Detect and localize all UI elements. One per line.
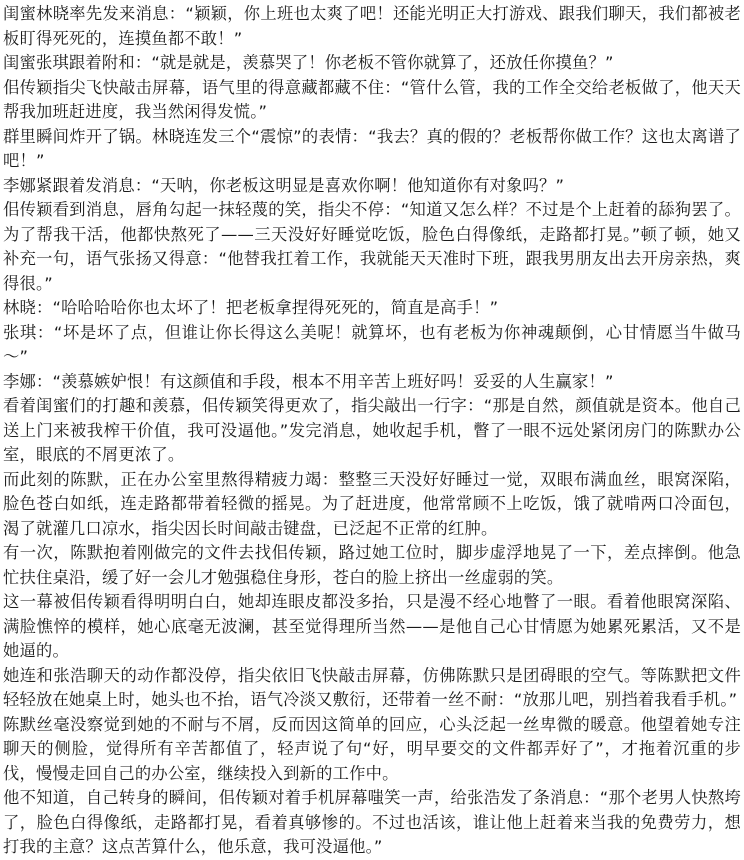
paragraph-15: 陈默丝毫没察觉到她的不耐与不屑，反而因这简单的回应，心头泛起一丝卑微的暖意。他望着她专注聊天的侧脸，觉得所有辛苦都值了，轻声说了句“好，明早要交的文件都弄好了”，才拖着沉重的步伐，慢慢走回自己的办公室，继续投入到新的工作中。 <box>3 714 741 783</box>
paragraph-13: 这一幕被佀传颖看得明明白白，她却连眼皮都没多抬，只是漫不经心地瞥了一眼。看着他眼窝深陷、满脸憔悴的模样，她心底毫无波澜，甚至觉得理所当然——是他自己心甘情愿为她累死累活，又不是她逼的。 <box>3 592 741 660</box>
paragraph-16: 他不知道，自己转身的瞬间，佀传颖对着手机屏幕嗤笑一声，给张浩发了条消息：“那个老男人快熬垮了，脸色白得像纸，走路都打晃，看着真够惨的。不过也活该，谁让他上赶着来当我的免费劳力，想打我的主意？这点苦算什么，他乐意，我可没逼他。” <box>3 788 741 856</box>
paragraph-12: 有一次，陈默抱着刚做完的文件去找佀传颖，路过她工位时，脚步虚浮地晃了一下，差点摔倒。他急忙扶住桌沿，缓了好一会儿才勉强稳住身形，苍白的脸上挤出一丝虚弱的笑。 <box>3 543 741 587</box>
paragraph-2: 闺蜜张琪跟着附和：“就是就是，羡慕哭了！你老板不管你就算了，还放任你摸鱼？” <box>3 53 614 72</box>
paragraph-8: 张琪：“坏是坏了点，但谁让你长得这么美呢！就算坏，也有老板为你神魂颠倒，心甘情愿当牛做马～” <box>3 322 741 366</box>
paragraph-11: 而此刻的陈默，正在办公室里熬得精疲力竭：整整三天没好好睡过一觉，双眼布满血丝，眼窝深陷，脸色苍白如纸，连走路都带着轻微的摇晃。为了赶进度，他常常顾不上吃饭，饿了就啃两口冷面包，渴了就灌几口凉水，指尖因长时间敲击键盘，已泛起不正常的红肿。 <box>3 469 741 538</box>
paragraph-10: 看着闺蜜们的打趣和羡慕，佀传颖笑得更欢了，指尖敲出一行字：“那是自然，颜值就是资本。他自己送上门来被我榨干价值，我可没逼他。”发完消息，她收起手机，瞥了一眼不远处紧闭房门的陈默办公室，眼底的不屑更浓了。 <box>3 396 741 464</box>
paragraph-9: 李娜：“羡慕嫉妒恨！有这颜值和手段，根本不用辛苦上班好吗！妥妥的人生赢家！” <box>3 371 614 391</box>
paragraph-4: 群里瞬间炸开了锅。林晓连发三个“震惊”的表情：“我去？真的假的？老板帮你做工作？这也太离谱了吧！” <box>3 126 741 170</box>
paragraph-6: 佀传颖看到消息，唇角勾起一抹轻蔑的笑，指尖不停：“知道又怎么样？不过是个上赶着的舔狗罢了。为了帮我干活，他都快熬死了——三天没好好睡觉吃饭，脸色白得像纸，走路都打晃。”顿了顿，她又补充一句，语气张扬又得意：“他替我扛着工作，我就能天天准时下班，跟我男朋友出去开房亲热，爽得很。” <box>3 200 741 293</box>
paragraph-3: 佀传颖指尖飞快敲击屏幕，语气里的得意藏都藏不住：“管什么管，我的工作全交给老板做了，他天天帮我加班赶进度，我当然闲得发慌。” <box>3 77 741 121</box>
paragraph-7: 林晓：“哈哈哈哈你也太坏了！把老板拿捏得死死的，简直是高手！” <box>3 298 499 317</box>
paragraph-14: 她连和张浩聊天的动作都没停，指尖依旧飞快敲击屏幕，仿佛陈默只是团碍眼的空气。等陈默把文件轻轻放在她桌上时，她头也不抬，语气冷淡又敷衍，还带着一丝不耐：“放那儿吧，别挡着我看手机。” <box>3 665 741 709</box>
paragraph-5: 李娜紧跟着发消息：“天呐，你老板这明显是喜欢你啊！他知道你有对象吗？” <box>3 175 565 195</box>
paragraph-1: 闺蜜林晓率先发来消息：“颖颖，你上班也太爽了吧！还能光明正大打游戏、跟我们聊天，我们都被老板盯得死死的，连摸鱼都不敢！” <box>3 4 741 48</box>
